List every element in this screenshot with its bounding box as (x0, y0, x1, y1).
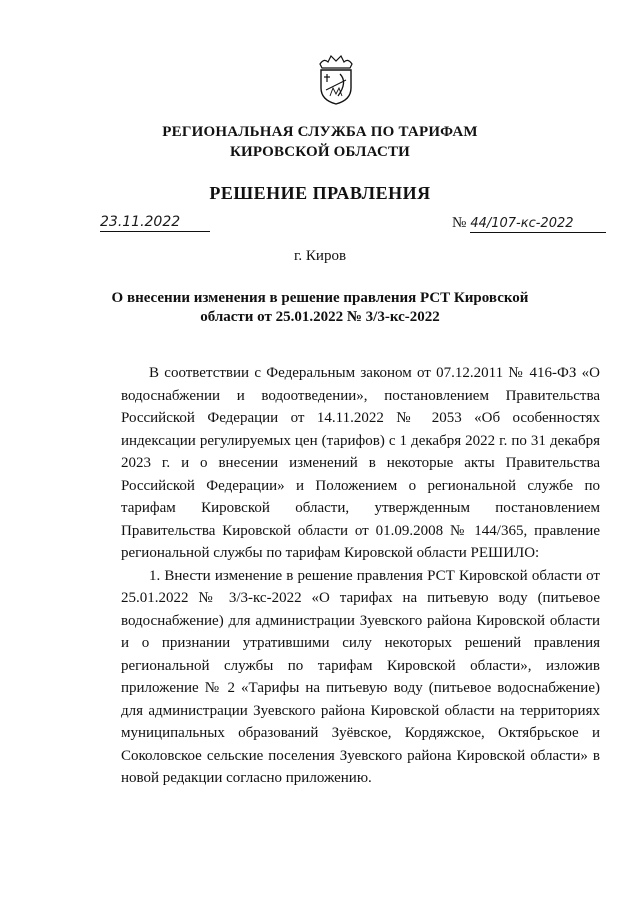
document-date: 23.11.2022 (100, 214, 210, 232)
body-paragraph: 1. Внести изменение в решение правления РСТ Кировской области от 25.01.2022 № 3/3-кс-2022 «О тарифах на питьевую воду (питьевое водоснабжение) для администрации Зуевского района Кировской области и о признании утратившими силу некоторых решений правления региональной службы по тарифам Кировской области», изложив приложение № 2 «Тарифы на питьевую воду (питьевое водоснабжение) для администрации Зуевского района Кировской области на территориях муниципальных образований Зуёвское, Кордяжское, Октябрьское и Соколовское сельские поселения Зуевского района Кировской области» в новой редакции согласно приложению. (121, 567, 600, 786)
city-line: г. Киров (293, 248, 347, 264)
number-sign: № (452, 215, 467, 231)
document-type-heading: РЕШЕНИЕ ПРАВЛЕНИЯ (209, 183, 431, 203)
number-value: 44/107-кс-2022 (470, 216, 606, 233)
document-body (121, 362, 600, 790)
subject-line2: области от 25.01.2022 № 3/3-кс-2022 (200, 309, 440, 325)
coat-of-arms-icon (316, 50, 356, 106)
organization-name-line1: РЕГИОНАЛЬНАЯ СЛУЖБА ПО ТАРИФАМ (162, 124, 478, 140)
document-number (452, 214, 612, 233)
organization-name-line2: КИРОВСКОЙ ОБЛАСТИ (229, 144, 411, 160)
body-paragraph: В соответствии с Федеральным законом от 07.12.2011 № 416-ФЗ «О водоснабжении и водоотведении», постановлением Правительства Российской Федерации от 14.11.2022 № 2053 «Об особенностях индексации регулируемых цен (тарифов) с 1 декабря 2022 г. по 31 декабря 2023 г. и о внесении изменений в некоторые акты Правительства Российской Федерации» и Положением о региональной службе по тарифам Кировской области, утвержденным постановлением Правительства Кировской области от 01.09.2008 № 144/365, правление региональной службы по тарифам Кировской области РЕШИЛО: (121, 365, 600, 561)
subject-line1: О внесении изменения в решение правления РСТ Кировской (111, 290, 529, 306)
